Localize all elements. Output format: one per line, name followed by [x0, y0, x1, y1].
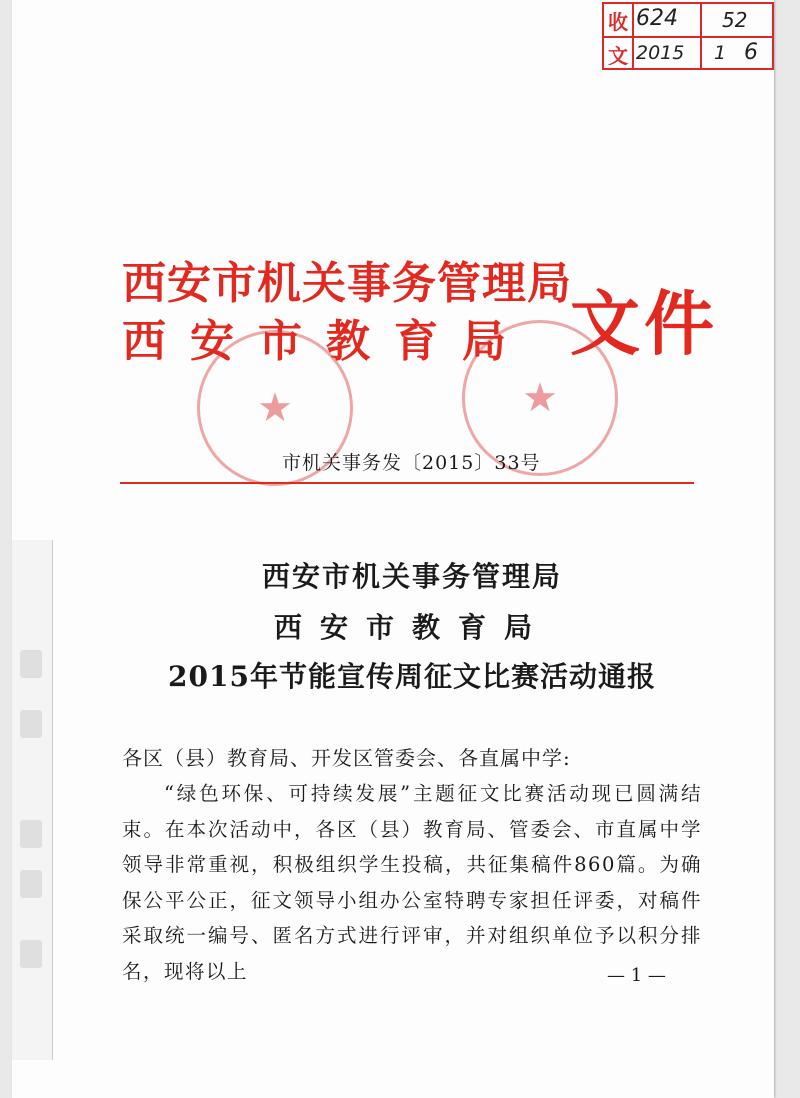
receipt-number-handwritten: 624	[636, 6, 678, 31]
receipt-number-handwritten: 52	[722, 8, 748, 32]
binding-mark	[20, 710, 42, 738]
receipt-stamp-label-top: 收	[608, 10, 628, 34]
receipt-date-handwritten: 2015	[636, 42, 685, 64]
receipt-stamp	[602, 2, 774, 70]
document-type-label: 文件	[570, 282, 718, 365]
binding-strip	[12, 540, 53, 1060]
receipt-date-handwritten: 6	[744, 40, 758, 65]
page-number: — 1 —	[607, 965, 666, 986]
stamp-divider	[700, 4, 702, 68]
official-seal: ★	[197, 330, 353, 486]
notice-title-line-2: 西安市教育局	[273, 611, 550, 644]
document-page	[12, 0, 774, 1098]
stamp-divider	[604, 36, 772, 38]
binding-mark	[20, 820, 42, 848]
binding-mark	[20, 650, 42, 678]
red-divider-line	[120, 482, 694, 484]
issuer-line-1: 西安市机关事务管理局	[122, 258, 572, 309]
stamp-divider	[632, 4, 634, 68]
notice-title-line-3: 2015年节能宣传周征文比赛活动通报	[168, 660, 656, 693]
receipt-date-handwritten: 1	[714, 42, 727, 64]
body-paragraph: “绿色环保、可持续发展”主题征文比赛活动现已圆满结束。在本次活动中，各区（县）教育局、管委会、市直属中学领导非常重视，积极组织学生投稿，共征集稿件860篇。为确保公平公正，征文领导小组办公室特聘专家担任评委，对稿件采取统一编号、匿名方式进行评审，并对组织单位予以积分排名，现将以上	[122, 782, 702, 983]
issuer-line-2: 西安市教育局	[122, 316, 530, 367]
receipt-stamp-label-bottom: 文	[608, 44, 628, 68]
document-number: 市机关事务发〔2015〕33号	[282, 452, 541, 474]
salutation: 各区（县）教育局、开发区管委会、各直属中学:	[122, 746, 571, 770]
binding-mark	[20, 940, 42, 968]
official-seal: ★	[462, 320, 618, 476]
binding-mark	[20, 870, 42, 898]
notice-title-line-1: 西安市机关事务管理局	[261, 560, 562, 593]
